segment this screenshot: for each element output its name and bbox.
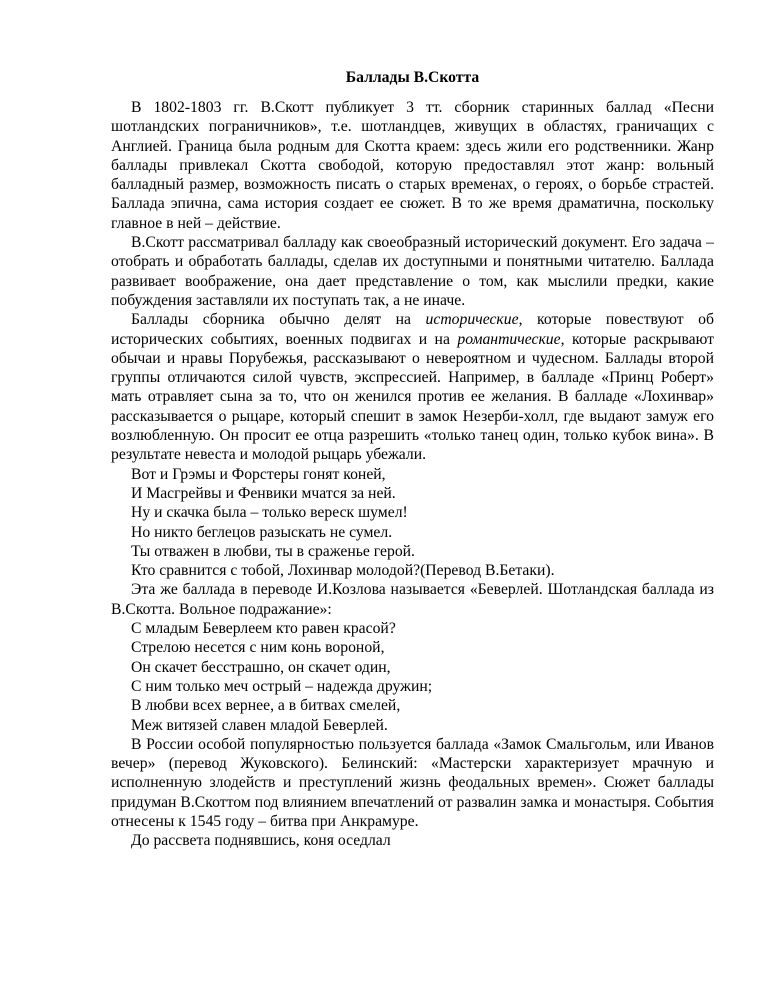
verse-line: Вот и Грэмы и Форстеры гонят коней,: [131, 465, 386, 483]
paragraph-3-text-b: , которые повествуют об исторических событиях, военных подвигах и на: [111, 311, 714, 348]
verse-line: До рассвета поднявшись, коня оседлал: [131, 832, 391, 850]
verse-line: С младым Беверлеем кто равен красой?: [131, 620, 396, 638]
document-body: [111, 98, 714, 851]
verse-block-1: [111, 465, 714, 581]
verse-line: Кто сравнится с тобой, Лохинвар молодой?(Перевод В.Бетаки).: [131, 562, 555, 580]
paragraph-1: В 1802-1803 гг. В.Скотт публикует 3 тт. сборник старинных баллад «Песни шотландских пограничников», т.е. шотландцев, живущих в областях, граничащих с Англией. Граница была родным для Скотта краем: здесь жили его родственники. Жанр баллады привлекал Скотта свободой, которую предоставлял этот жанр: вольный балладный размер, возможность писать о старых временах, о героях, о борьбе страстей. Баллада эпична, сама история создает ее сюжет. В то же время драматична, поскольку главное в ней – действие.: [111, 99, 714, 232]
verse-line: Меж витязей славен младой Беверлей.: [131, 716, 388, 734]
paragraph-3: [111, 310, 714, 464]
verse-line: Но никто беглецов разыскать не сумел.: [131, 523, 393, 541]
emphasis-romantic: романтические: [457, 330, 561, 348]
paragraph-3-text-a: Баллады сборника обычно делят на: [131, 311, 426, 329]
verse-line: В любви всех вернее, а в битвах смелей,: [131, 697, 401, 715]
verse-line: Стрелою несется с ним конь вороной,: [131, 639, 385, 657]
paragraph-5: В России особой популярностью пользуется баллада «Замок Смальгольм, или Иванов вечер» (перевод Жуковского). Белинский: «Мастерски характеризует мрачную и исполненную злодейств и преступлений жизнь феодальных времен». Сюжет баллады придуман В.Скоттом под влиянием впечатлений от развалин замка и монастыря. События отнесены к 1545 году – битва при Анкрамуре.: [111, 735, 714, 830]
verse-line: С ним только меч острый – надежда дружин;: [131, 677, 433, 695]
paragraph-2: В.Скотт рассматривал балладу как своеобразный исторический документ. Его задача – отобрать и обработать баллады, сделав их доступными и понятными читателю. Баллада развивает воображение, она дает представление о том, как мыслили предки, какие побуждения заставляли их поступать так, а не иначе.: [111, 234, 714, 309]
verse-line: И Масгрейвы и Фенвики мчатся за ней.: [131, 484, 396, 502]
page-title: Баллады В.Скотта: [345, 69, 480, 86]
verse-block-3: [111, 831, 714, 850]
verse-line: Ну и скачка была – только вереск шумел!: [131, 504, 408, 522]
emphasis-historical: исторические: [425, 311, 519, 329]
paragraph-3-text-c: , которые раскрывают обычаи и нравы Порубежья, рассказывают о невероятном и чудесном. Баллады второй группы отличаются силой чувств, экспрессией. Например, в балладе «Принц Роберт» мать отравляет сына за то, что он женился против ее желания. В балладе «Лохинвар» рассказывается о рыцаре, который спешит в замок Незерби-холл, где выдают замуж его возлюбленную. Он просит ее отца разрешить «только танец один, только кубок вина». В результате невеста и молодой рыцарь убежали.: [111, 330, 715, 464]
verse-line: Ты отважен в любви, ты в сраженье герой.: [131, 542, 415, 560]
paragraph-4: Эта же баллада в переводе И.Козлова называется «Беверлей. Шотландская баллада из В.Скотта. Вольное подражание»:: [111, 581, 714, 618]
verse-block-2: [111, 619, 714, 735]
verse-line: Он скачет бесстрашно, он скачет один,: [131, 658, 391, 676]
